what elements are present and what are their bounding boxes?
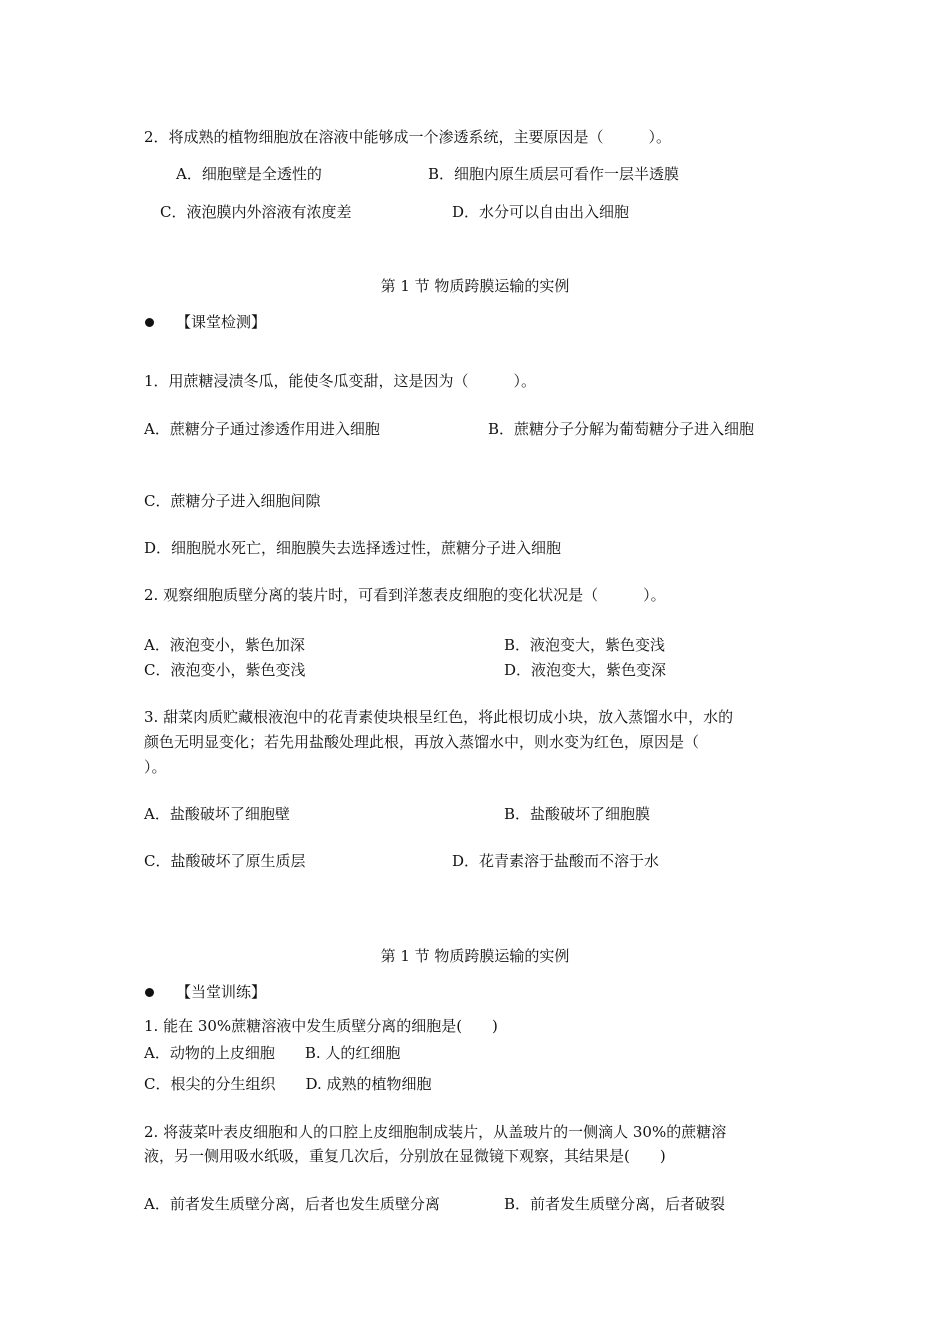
question-3-stem-line-3: ）。 — [144, 758, 167, 776]
option-b: B．细胞内原生质层可看作一层半透膜 — [428, 165, 680, 183]
option-c: C．盐酸破坏了原生质层 — [144, 852, 306, 870]
option-b: B．蔗糖分子分解为葡萄糖分子进入细胞 — [488, 420, 755, 438]
option-c: C．液泡变小，紫色变浅 — [144, 661, 306, 679]
question-2-stem-line-2: 液，另一侧用吸水纸吸，重复几次后，分别放在显微镜下观察，其结果是( ) — [144, 1147, 666, 1165]
option-a: A．盐酸破坏了细胞壁 — [144, 805, 290, 823]
section-heading: 【当堂训练】 — [176, 983, 267, 1001]
question-3-stem-line-2: 颜色无明显变化；若先用盐酸处理此根，再放入蒸馏水中，则水变为红色，原因是（ — [144, 733, 700, 751]
option-d: D．水分可以自由出入细胞 — [452, 203, 630, 221]
bullet-icon — [145, 988, 154, 997]
question-2-stem: 2. 观察细胞质壁分离的装片时，可看到洋葱表皮细胞的变化状况是（ ）。 — [144, 586, 666, 604]
option-a: A．细胞壁是全透性的 — [176, 165, 322, 183]
question-3-stem-line-1: 3. 甜菜肉质贮藏根液泡中的花青素使块根呈红色，将此根切成小块，放入蒸馏水中，水的 — [144, 708, 734, 726]
question-1-stem: 1．用蔗糖浸渍冬瓜，能使冬瓜变甜，这是因为（ ）。 — [144, 372, 537, 390]
option-c: C．蔗糖分子进入细胞间隙 — [144, 492, 321, 510]
option-c: C．液泡膜内外溶液有浓度差 — [160, 203, 352, 221]
option-d: D．液泡变大，紫色变深 — [504, 661, 667, 679]
section-title: 第 1 节 物质跨膜运输的实例 — [380, 277, 570, 295]
option-a: A．蔗糖分子通过渗透作用进入细胞 — [144, 420, 380, 438]
section-heading: 【课堂检测】 — [176, 313, 267, 331]
option-b: B．液泡变大，紫色变浅 — [504, 636, 666, 654]
option-b: B．前者发生质壁分离，后者破裂 — [504, 1195, 726, 1213]
question-1-stem: 1. 能在 30%蔗糖溶液中发生质壁分离的细胞是( ) — [144, 1017, 498, 1035]
question-2-stem: 2．将成熟的植物细胞放在溶液中能够成一个渗透系统，主要原因是（ ）。 — [144, 128, 672, 146]
option-d: D．花青素溶于盐酸而不溶于水 — [452, 852, 660, 870]
question-2-stem-line-1: 2. 将菠菜叶表皮细胞和人的口腔上皮细胞制成装片，从盖玻片的一侧滴人 30%的蔗糖溶 — [144, 1123, 727, 1141]
option-b: B．盐酸破坏了细胞膜 — [504, 805, 651, 823]
options-c-d: C．根尖的分生组织 D. 成熟的植物细胞 — [144, 1075, 432, 1093]
option-d: D．细胞脱水死亡，细胞膜失去选择透过性，蔗糖分子进入细胞 — [144, 539, 562, 557]
option-a: A．液泡变小，紫色加深 — [144, 636, 305, 654]
options-a-b: A．动物的上皮细胞 B. 人的红细胞 — [144, 1044, 401, 1062]
bullet-icon — [145, 318, 154, 327]
section-title: 第 1 节 物质跨膜运输的实例 — [380, 947, 570, 965]
option-a: A．前者发生质壁分离，后者也发生质壁分离 — [144, 1195, 440, 1213]
